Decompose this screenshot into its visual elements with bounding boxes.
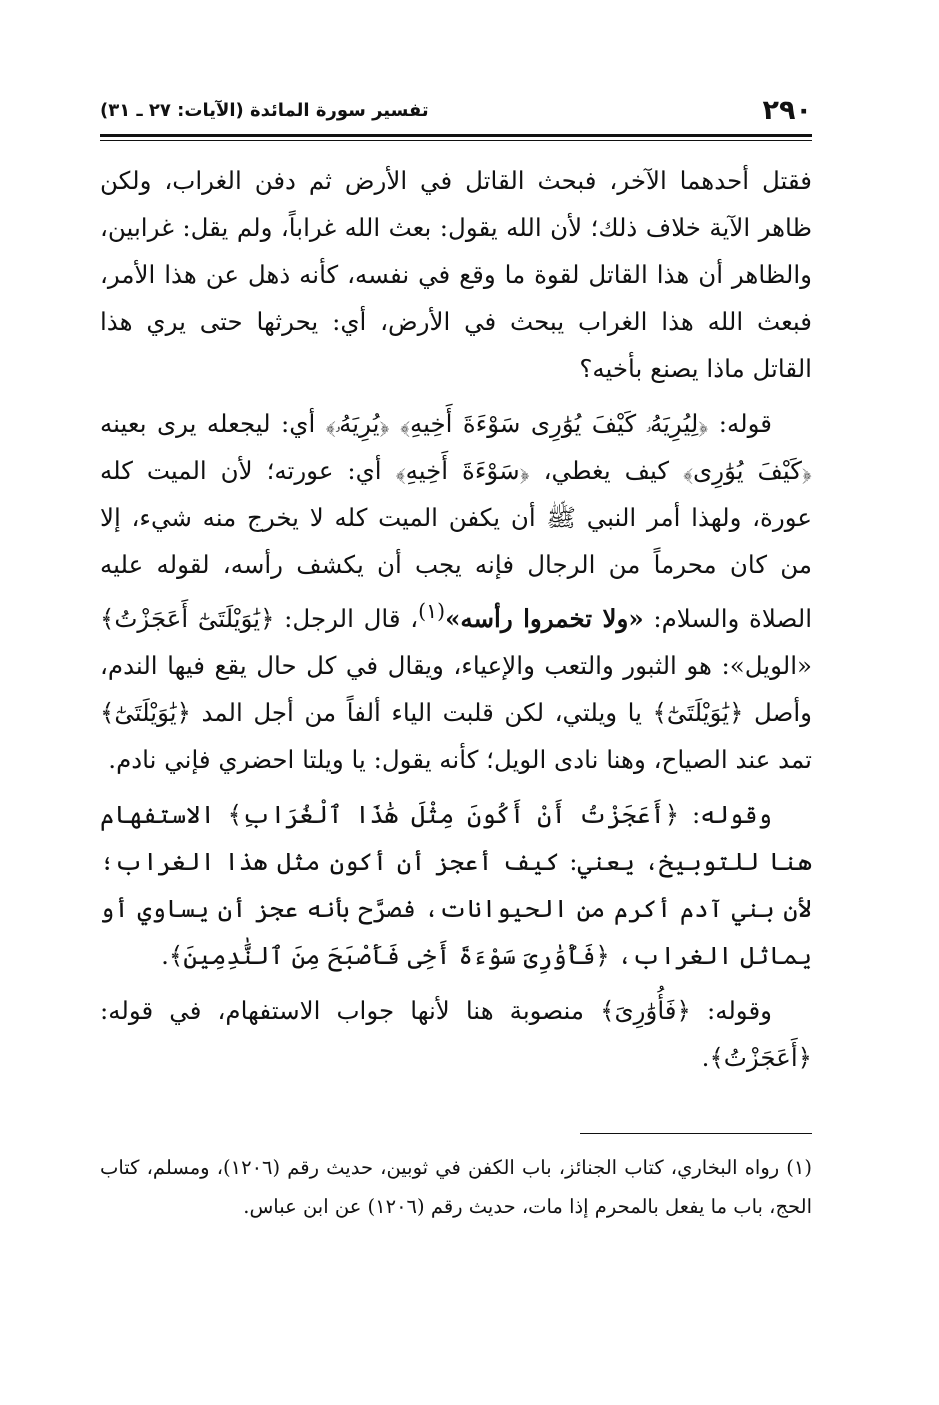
paragraph-text: «الويل»: هو الثبور والتعب والإعياء، ويقال في كل حال يقع فيها الندم، وأصل [100, 651, 812, 728]
paragraph-text: تمد عند الصياح، وهنا نادى الويل؛ كأنه يقول: يا ويلتا احضري فإني نادم. [108, 745, 812, 775]
paragraph-text: قوله: [708, 409, 772, 438]
paragraph [100, 791, 812, 979]
header-rule-thin [100, 140, 812, 141]
paragraph [100, 400, 812, 783]
footnote-separator [580, 1133, 812, 1134]
paragraph-text: منصوبة هنا لأنها جواب الاستفهام، في قوله: [100, 996, 601, 1026]
quran-quote: ﴿لِيُرِيَهُۥ كَيْفَ يُوَٰرِى سَوْءَةَ أَخِيهِ﴾ [399, 409, 709, 438]
running-head: تفسير سورة المائدة (الآيات: ٢٧ ـ ٣١) [100, 100, 429, 121]
paragraph-text: فقتل أحدهما الآخر، فبحث القاتل في الأرض ثم دفن الغراب، ولكن ظاهر الآية خلاف ذلك؛ لأن الله يقول: بعث الله غراباً، ولم يقل: غرابين، والظاهر أن هذا القاتل لقوة ما وقع في نفسه، كأنه ذهل عن هذا الأمر، فبعث الله هذا الغراب يبحث في الأرض، أي: يحرثها حتى يري هذا القاتل ماذا يصنع بأخيه؟ [100, 166, 812, 383]
footnote-item: (١) رواه البخاري، كتاب الجنائز، باب الكفن في ثوبين، حديث رقم (١٢٠٦)، ومسلم، كتاب الحج، باب ما يفعل بالمحرم إذا مات، حديث رقم (١٢٠٦) عن ابن عباس. [100, 1156, 813, 1219]
page-header [100, 92, 812, 130]
quran-quote: ﴿كَيْفَ يُوَٰرِى﴾ [682, 456, 812, 485]
quran-quote: ﴿يَٰوَيْلَتَىٰٓ﴾ [100, 698, 191, 728]
paragraph-text: . [161, 941, 169, 971]
paragraph-text: وقوله: [679, 800, 772, 830]
paragraph-text: يا ويلتي، لكن قلبت الياء ألفاً من أجل المد [190, 698, 653, 728]
paragraph-text: أي: عورته؛ لأن الميت كله عورة، ولهذا أمر النبي ﷺ أن يكفن الميت كله لا يخرج منه شيء، إلا من كان محرماً من الرجال فإنه يجب أن يكشف رأسه، لقوله عليه الصلاة والسلام: [100, 456, 812, 634]
quran-quote: ﴿فَأُوَٰرِىَ سَوْءَةَ أَخِى فَأَصْبَحَ مِنَ ٱلنَّٰدِمِينَ﴾ [168, 941, 610, 971]
quran-quote: ﴿أَعَجَزْتُ أَنْ أَكُونَ مِثْلَ هَٰذَا ٱلْغُرَابِ﴾ [227, 800, 680, 830]
quran-quote: ﴿يَٰوَيْلَتَىٰٓ أَعَجَزْتُ﴾ [100, 604, 275, 634]
paragraph-text: وقوله: [690, 996, 772, 1026]
paragraph-text: . [701, 1043, 710, 1073]
paragraph [100, 987, 812, 1081]
footnote-marker: (١) [418, 599, 446, 623]
book-page [100, 92, 812, 1226]
quran-quote: ﴿سَوْءَةَ أَخِيهِ﴾ [395, 456, 530, 485]
quran-quote: ﴿أَعَجَزْتُ﴾ [709, 1043, 812, 1073]
paragraph [100, 157, 812, 392]
paragraph-text: الاستفهام هنا للتوبيخ، يعني: كيف أعجز أن أكون مثل هذا الغراب؛ لأن بني آدم أكرم من الحيوانات، فصرَّح بأنه عجز أن يساوي أو يماثل الغراب، [100, 800, 812, 971]
main-text [100, 157, 812, 1081]
hadith-quote: «ولا تخمروا رأسه» [445, 604, 644, 634]
paragraph-text: أي: ليجعله يرى بعينه [100, 409, 326, 438]
quran-quote: ﴿يُرِيَهُۥ﴾ [325, 409, 390, 438]
paragraph-text: ، قال الرجل: [274, 604, 419, 634]
quran-quote: ﴿يَٰوَيْلَتَىٰٓ﴾ [652, 698, 744, 728]
page-number: ٢٩٠ [762, 95, 812, 126]
paragraph-text: كيف يغطي، [529, 456, 683, 485]
header-rule-thick [100, 134, 812, 137]
paragraph-text [390, 409, 400, 438]
footnotes [100, 1148, 812, 1226]
quran-quote: ﴿فَأُوَٰرِىَ﴾ [600, 996, 691, 1026]
